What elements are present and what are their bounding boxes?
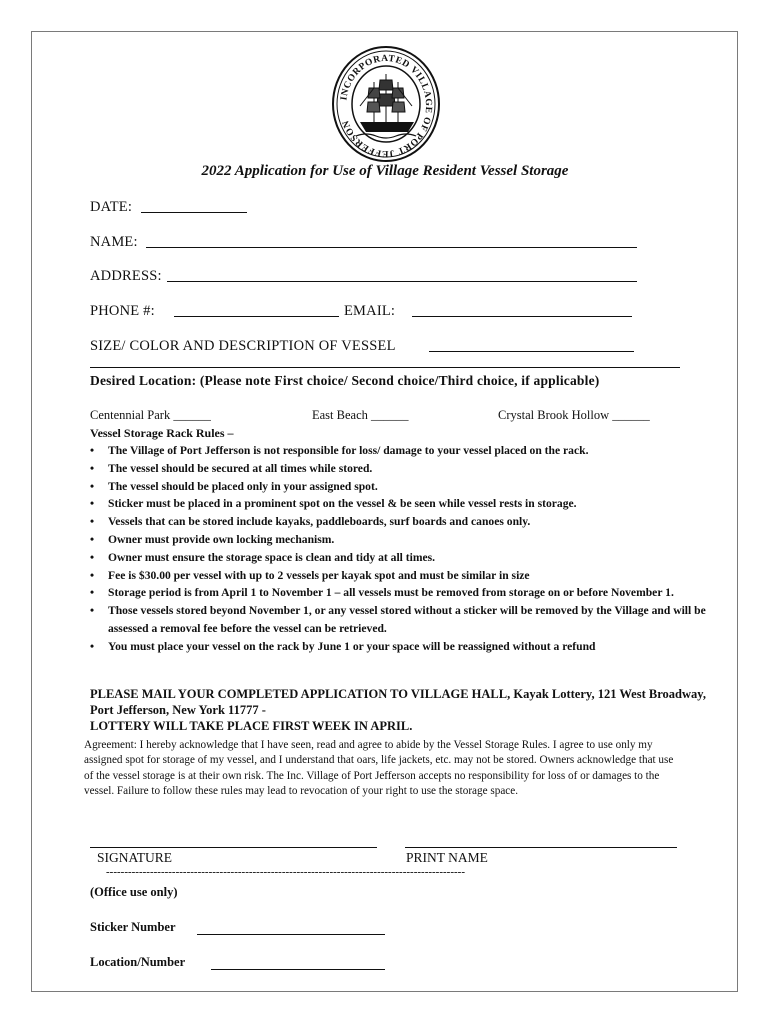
vessel-field[interactable] xyxy=(429,351,634,352)
address-label: ADDRESS: xyxy=(90,268,162,284)
signature-field[interactable] xyxy=(90,847,377,848)
sticker-number-label: Sticker Number xyxy=(90,920,176,934)
village-seal-icon xyxy=(330,44,442,164)
bullet-icon: • xyxy=(90,515,95,529)
rule-text: The Village of Port Jefferson is not responsible for loss/ damage to your vessel placed on the rack. xyxy=(108,444,589,457)
list-item xyxy=(90,460,730,478)
address-field[interactable] xyxy=(167,281,637,282)
sticker-number-field[interactable] xyxy=(197,934,385,935)
rules-heading: Vessel Storage Rack Rules – xyxy=(90,426,234,440)
rules-list xyxy=(90,442,730,656)
rule-text: Owner must ensure the storage space is clean and tidy at all times. xyxy=(108,550,436,564)
signature-label: SIGNATURE xyxy=(97,850,173,865)
email-label: EMAIL: xyxy=(344,303,396,319)
location-option-east-beach[interactable]: East Beach ______ xyxy=(312,408,409,422)
list-item xyxy=(90,567,730,585)
bullet-icon: • xyxy=(90,568,95,582)
rule-text: Those vessels stored beyond November 1, or any vessel stored without a sticker will be removed by the Village and will be assessed a removal fee before the vessel can be retrieved. xyxy=(108,604,706,635)
print-name-label: PRINT NAME xyxy=(406,850,488,865)
list-item xyxy=(90,513,730,531)
rule-text: The vessel should be secured at all times while stored. xyxy=(108,461,373,475)
bullet-icon: • xyxy=(90,532,95,546)
location-option-centennial-park[interactable]: Centennial Park ______ xyxy=(90,408,211,422)
rule-text: Owner must provide own locking mechanism. xyxy=(108,532,335,546)
rule-text: Sticker must be placed in a prominent spot on the vessel & be seen while vessel rests in storage. xyxy=(108,497,577,511)
name-label: NAME: xyxy=(90,234,138,250)
bullet-icon: • xyxy=(90,550,95,564)
rule-text: Fee is $30.00 per vessel with up to 2 vessels per kayak spot and must be similar in size xyxy=(108,568,530,582)
bullet-icon: • xyxy=(90,444,95,457)
phone-field[interactable] xyxy=(174,316,339,317)
phone-label: PHONE #: xyxy=(90,303,155,319)
vessel-field-extra-line[interactable] xyxy=(90,367,680,368)
bullet-icon: • xyxy=(90,461,95,475)
bullet-icon: • xyxy=(90,604,95,618)
email-field[interactable] xyxy=(412,316,632,317)
location-option-crystal-brook-hollow[interactable]: Crystal Brook Hollow ______ xyxy=(498,408,650,422)
list-item xyxy=(90,584,730,602)
mailing-address: PLEASE MAIL YOUR COMPLETED APPLICATION TO VILLAGE HALL, Kayak Lottery, 121 West Broadway, Port Jefferson, New York 11777 - xyxy=(90,687,706,717)
rule-text: You must place your vessel on the rack by June 1 or your space will be reassigned without a refund xyxy=(108,639,596,653)
office-use-heading: (Office use only) xyxy=(90,885,178,899)
list-item xyxy=(90,602,730,638)
rule-text: The vessel should be placed only in your assigned spot. xyxy=(108,479,378,493)
print-name-field[interactable] xyxy=(405,847,677,848)
location-heading: Desired Location: (Please note First choice/ Second choice/Third choice, if applicable) xyxy=(90,373,600,388)
bullet-icon: • xyxy=(90,479,95,493)
location-number-label: Location/Number xyxy=(90,955,186,969)
list-item xyxy=(90,495,730,513)
date-field[interactable] xyxy=(141,212,247,213)
date-label: DATE: xyxy=(90,199,133,215)
bullet-icon: • xyxy=(90,586,95,600)
list-item xyxy=(90,549,730,567)
list-item xyxy=(90,478,730,496)
location-number-field[interactable] xyxy=(211,969,385,970)
vessel-label: SIZE/ COLOR AND DESCRIPTION OF VESSEL xyxy=(90,338,396,354)
list-item xyxy=(90,638,730,656)
agreement-text: Agreement: I hereby acknowledge that I have seen, read and agree to abide by the Vessel Storage Rules. I agree to use only my assigned spot for storage of my vessel, and I understand that oars, life jackets, etc. may not be stored. Owners acknowledge that use of the vessel storage is at their own risk. The Inc. Village of Port Jefferson accepts no responsibility for loss of or damages to the vessel. Failure to follow these rules may lead to revocation of your right to use the storage space. xyxy=(84,739,674,797)
form-title: 2022 Application for Use of Village Resident Vessel Storage xyxy=(201,163,569,179)
rule-text: Storage period is from April 1 to November 1 – all vessels must be removed from storage on or before November 1. xyxy=(108,586,674,600)
bullet-icon: • xyxy=(90,639,95,653)
rule-text: Vessels that can be stored include kayaks, paddleboards, surf boards and canoes only. xyxy=(108,515,531,529)
list-item xyxy=(90,442,730,460)
list-item xyxy=(90,531,730,549)
name-field[interactable] xyxy=(146,247,637,248)
lottery-notice: LOTTERY WILL TAKE PLACE FIRST WEEK IN APRIL. xyxy=(90,719,413,733)
office-divider: -------------------------------------------------------------------------------------------------- xyxy=(106,866,465,878)
bullet-icon: • xyxy=(90,497,95,511)
mailing-instructions xyxy=(90,686,730,734)
seal-text: INCORPORATED VILLAGE OF PORT JEFFERSON xyxy=(339,53,434,159)
